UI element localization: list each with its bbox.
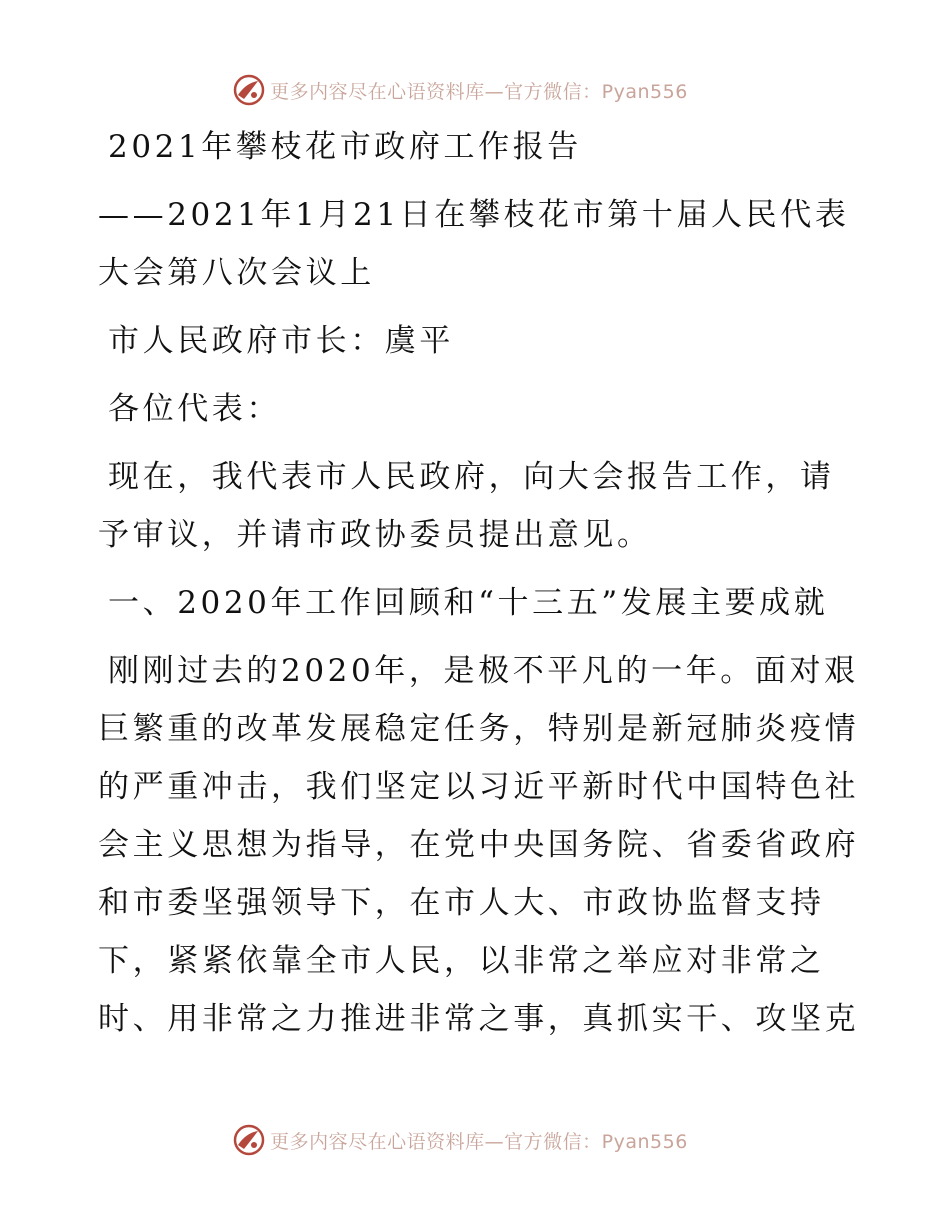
intro-line: 现在，我代表市人民政府，向大会报告工作，请	[108, 459, 835, 495]
paragraph-line: 会主义思想为指导，在党中央国务院、省委省政府	[98, 827, 860, 863]
header-watermark-banner	[0, 70, 950, 110]
logo-icon	[232, 73, 266, 107]
document-title: 2021年攀枝花市政府工作报告	[108, 129, 582, 165]
salutation: 各位代表：	[108, 391, 281, 427]
paragraph-line: 巨繁重的改革发展稳定任务，特别是新冠肺炎疫情	[98, 711, 860, 747]
paragraph-line: 的严重冲击，我们坚定以习近平新时代中国特色社	[98, 769, 860, 805]
paragraph-line: 和市委坚强领导下，在市人大、市政协监督支持	[98, 885, 825, 921]
speaker-line: 市人民政府市长：虞平	[108, 323, 454, 359]
section-heading: 一、2020年工作回顾和“十三五”发展主要成就	[108, 585, 829, 621]
banner-text: 更多内容尽在心语资料库—官方微信：Pyan556	[270, 1130, 688, 1153]
subtitle-line: ——2021年1月21日在攀枝花市第十届人民代表	[98, 197, 850, 233]
document-body	[98, 118, 858, 1048]
footer-watermark-banner	[0, 1120, 950, 1160]
logo-icon	[232, 1123, 266, 1157]
paragraph-line: 下，紧紧依靠全市人民，以非常之举应对非常之	[98, 943, 825, 979]
intro-line: 予审议，并请市政协委员提出意见。	[98, 517, 652, 553]
paragraph-line: 刚刚过去的2020年，是极不平凡的一年。面对艰	[108, 653, 859, 689]
subtitle-line: 大会第八次会议上	[98, 255, 375, 291]
paragraph-line: 时、用非常之力推进非常之事，真抓实干、攻坚克	[98, 1001, 860, 1037]
banner-text: 更多内容尽在心语资料库—官方微信：Pyan556	[270, 80, 688, 103]
